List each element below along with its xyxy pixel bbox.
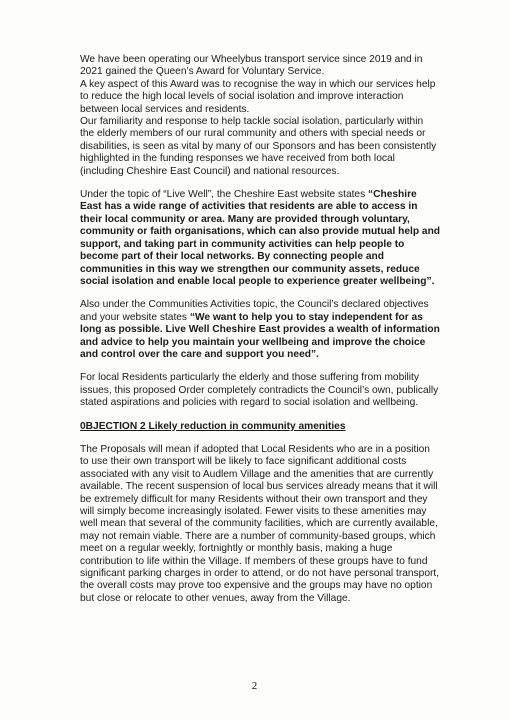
community-activities-quote: “We want to help you to stay independent for as long as possible. Live Well Cheshire East provides a wealth of information and advice to help you maintain your wellbeing and improve the choice and control over the care and support you need”. — [80, 311, 440, 360]
paragraph-award-aspect: A key aspect of this Award was to recognise the way in which our services help to reduce the high local levels of social isolation and improve interaction between local services and residents. — [80, 78, 436, 115]
paragraph-familiarity: Our familiarity and response to help tackle social isolation, particularly within the elderly members of our rural community and others with special needs or disabilities, is seen as vital by many of our Sponsors and has been consistently highlighted in the funding responses we have received from both local (including Cheshire East Council) and national resources. — [80, 116, 437, 177]
paragraph-gap — [80, 433, 440, 444]
letter-body — [80, 54, 440, 605]
paragraph-wheelybus-intro: We have been operating our Wheelybus transport service since 2019 and in 2021 gained the Queen’s Award for Voluntary Service. — [80, 54, 423, 78]
paragraph-gap — [80, 361, 440, 372]
objection-heading: 0BJECTION 2 Likely reduction in community amenities — [80, 420, 346, 432]
paragraph-proposals: The Proposals will mean if adopted that Local Residents who are in a position to use their own transport will be likely to face significant additional costs associated with any visit to Audlem Village and the amenities that are currently available. The recent suspension of local bus services already means that it will be extremely difficult for many Residents without their own transport and they will simply become increasingly isolated. Fewer visits to these amenities may well mean that several of the community facilities, which are currently available, may not remain viable. There are a number of community-based groups, which meet on a regular weekly, fortnightly or monthly basis, making a huge contribution to life within the Village. If members of these groups have to fund significant parking charges in order to attend, or do not have personal transport, the overall costs may prove too expensive and the groups may have no option but close or relocate to other venues, away from the Village. — [80, 443, 440, 604]
paragraph-local-residents: For local Residents particularly the elderly and those suffering from mobility issues, this proposed Order completely contradicts the Council’s own, publically stated aspirations and policies with regard to social isolation and wellbeing. — [80, 372, 439, 409]
paragraph-gap — [80, 178, 440, 189]
paragraph-community-activities — [80, 299, 440, 361]
paragraph-live-well — [80, 189, 440, 288]
live-well-quote: “Cheshire East has a wide range of activities that residents are able to access in their local community or area. Many are provided through voluntary, community or faith organisations, which can also provide mutual help and support, and taking part in community activities can help people to become part of their local networks. By connecting people and communities in this way we strengthen our community assets, reduce social isolation and enable local people to experience greater wellbeing”. — [80, 189, 441, 287]
community-activities-intro: Also under the Communities Activities topic, the Council’s declared objectives and your website states — [80, 299, 429, 323]
paragraph-gap — [80, 410, 440, 421]
paragraph-gap — [80, 288, 440, 299]
live-well-intro: Under the topic of “Live Well”, the Cheshire East website states — [80, 189, 369, 201]
page-number: 2 — [251, 680, 258, 692]
